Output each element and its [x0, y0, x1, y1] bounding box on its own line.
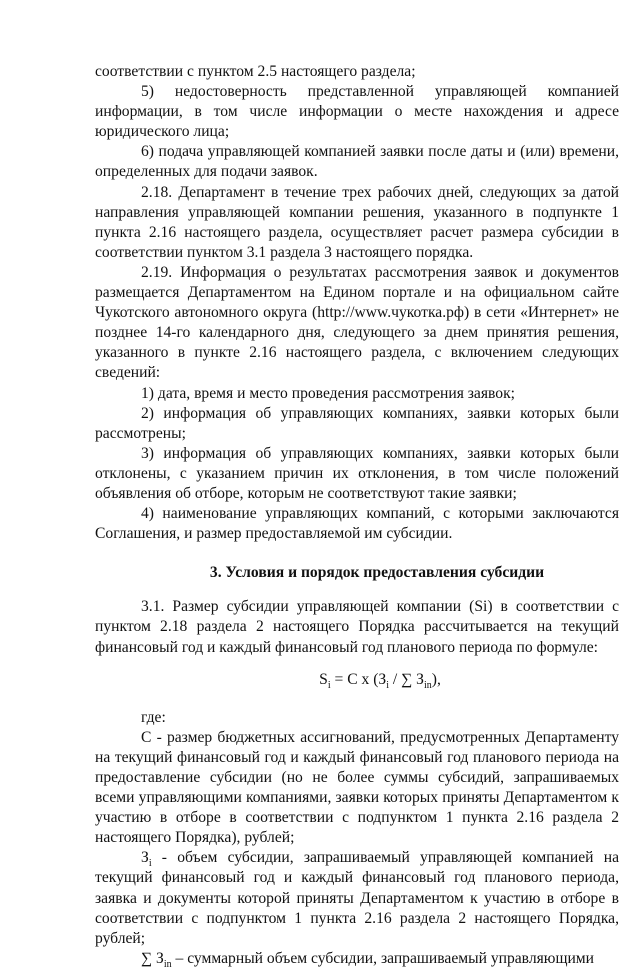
formula-rhs-end: ),	[431, 670, 441, 688]
formula-sub-1: i	[386, 679, 389, 691]
definition-sum-sub: in	[163, 958, 172, 970]
definition-c-text: С - размер бюджетных ассигнований, предусмотренных Департаменту на текущий финансовый год и каждый финансовый год планового периода на предоставление субсидии (но не более суммы субсидий, запрашиваемых всеми управляющими компаниями, заявки которых приняты Департаментом к участию в отборе в соответствии с подпунктом 1 пункта 2.16 раздела 2 настоящего Порядка), рублей;	[95, 728, 619, 847]
list-item-4: 4) наименование управляющих компаний, с которыми заключаются Соглашения, и размер предоставляемой им субсидии.	[95, 505, 619, 543]
section-heading: 3. Условия и порядок предоставления субсидии	[209, 564, 545, 582]
document-page	[95, 62, 619, 969]
formula-lhs: S	[319, 670, 328, 688]
formula-lhs-sub: i	[327, 679, 331, 691]
where-label: где:	[141, 708, 166, 726]
definition-zi-sub: i	[148, 858, 152, 870]
formula-sub-2: in	[423, 679, 432, 691]
definition-zi-text: - объем субсидии, запрашиваемый управляющей компанией на текущий финансовый год и каждый финансовый год планового периода, заявка и документы которой приняты Департаментом к участию в отборе в соответствии с подпунктом 1 пункта 2.16 раздела 2 настоящего Порядка, рублей;	[95, 849, 619, 947]
paragraph-3-1: 3.1. Размер субсидии управляющей компании (Si) в соответствии с пунктом 2.18 раздела 2 настоящего Порядка рассчитывается на текущий финансовый год и каждый финансовый год планового периода по формуле:	[95, 598, 619, 656]
formula	[95, 670, 619, 690]
definition-sum-symbol: ∑ З	[141, 949, 164, 967]
list-item-2: 2) информация об управляющих компаниях, заявки которых были рассмотрены;	[95, 404, 619, 442]
paragraph-2-19: 2.19. Информация о результатах рассмотрения заявок и документов размещается Департаментом на Едином портале и на официальном сайте Чукотского автономного округа (http://www.чукотка.рф) в сети «Интернет» не позднее 14-го календарного дня, следующего за днем принятия решения, указанного в пункте 2.16 настоящего раздела, с включением следующих сведений:	[95, 263, 619, 382]
definition-zi-symbol: З	[141, 849, 149, 867]
list-item-1: 1) дата, время и место проведения рассмотрения заявок;	[141, 384, 515, 402]
paragraph-item-5: 5) недостоверность представленной управляющей компанией информации, в том числе информации о месте нахождения и адресе юридического лица;	[95, 83, 619, 141]
definition-sum-text: – суммарный объем субсидии, запрашиваемый управляющими	[171, 949, 595, 967]
formula-rhs-mid: / ∑ З	[389, 670, 424, 688]
definition-zi	[95, 848, 619, 948]
formula-rhs-start: = С х (З	[330, 670, 387, 688]
paragraph-continuation: соответствии с пунктом 2.5 настоящего раздела;	[95, 63, 416, 80]
list-item-3: 3) информация об управляющих компаниях, заявки которых были отклонены, с указанием причин их отклонения, в том числе положений объявления об отборе, которым не соответствуют такие заявки;	[95, 444, 619, 502]
paragraph-item-6: 6) подача управляющей компанией заявки после даты и (или) времени, определенных для подачи заявок.	[95, 143, 619, 181]
paragraph-2-18: 2.18. Департамент в течение трех рабочих дней, следующих за датой направления управляющей компании решения, указанного в подпункте 1 пункта 2.16 настоящего раздела, осуществляет расчет размера субсидии в соответствии пунктом 3.1 раздела 3 настоящего порядка.	[95, 183, 619, 261]
definition-sum-zin	[95, 949, 619, 969]
definition-c	[95, 728, 619, 849]
